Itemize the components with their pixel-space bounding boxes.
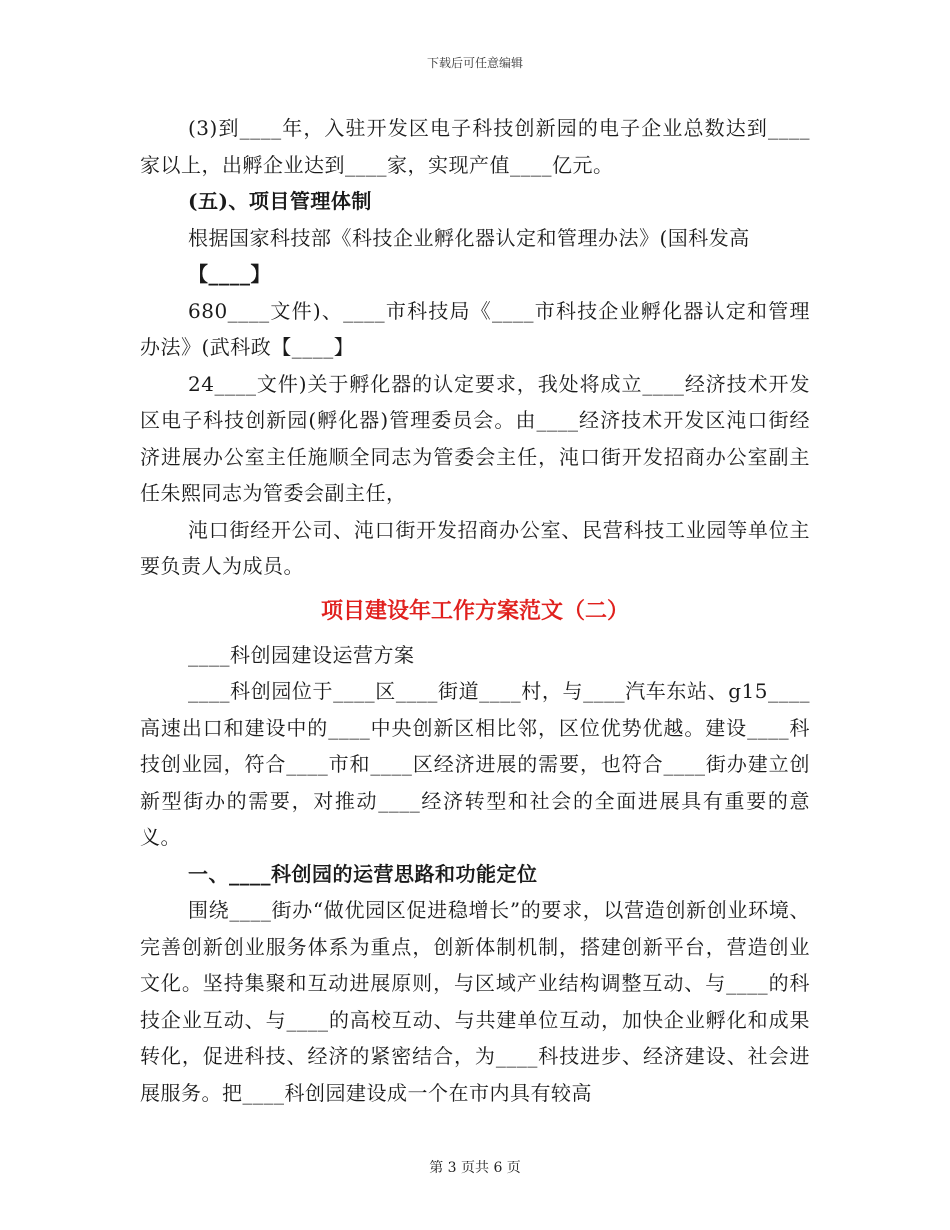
subheading-positioning: 一、____科创园的运营思路和功能定位: [188, 861, 538, 886]
page-header: 下载后可任意编辑: [426, 56, 523, 70]
paragraph-committee: 24____文件)关于孵化器的认定要求，我处将成立____经济技术开发区电子科技创新园(孵化器)管理委员会。由____经济技术开发区沌口街经济进展办公室主任施顺全同志为管委会主任，沌口街开发招商办公室副主任朱熙同志为管委会副主任，: [140, 371, 810, 505]
section-title: 项目建设年工作方案范文（二）: [320, 597, 629, 624]
document-body: [140, 110, 810, 1111]
paragraph-plan-title: ____科创园建设运营方案: [188, 642, 415, 667]
paragraph-members: 沌口街经开公司、沌口街开发招商办公室、民营科技工业园等单位主要负责人为成员。: [140, 517, 810, 578]
paragraph-basis: 根据国家科技部《科技企业孵化器认定和管理办法》(国科发高: [188, 225, 750, 250]
paragraph-strategy: 围绕____街办“做优园区促进稳增长”的要求，以营造创新创业环境、完善创新创业服务体系为重点，创新体制机制，搭建创新平台，营造创业文化。坚持集聚和互动进展原则，与区域产业结构调整互动、与____的科技企业互动、与____的高校互动、与共建单位互动，加快企业孵化和成果转化，促进科技、经济的紧密结合，为____科技进步、经济建设、社会进展服务。把____科创园建设成一个在市内具有较高: [140, 898, 810, 1105]
subheading-management: (五)、项目管理体制: [188, 189, 372, 213]
paragraph-location: ____科创园位于____区____街道____村，与____汽车东站、g15____高速出口和建设中的____中央创新区相比邻，区位优势优越。建设____科技创业园，符合____市和____区经济进展的需要，也符合____街办建立创新型街办的需要，对推动____经济转型和社会的全面进展具有重要的意义。: [140, 679, 810, 849]
paragraph-goals: (3)到____年，入驻开发区电子科技创新园的电子企业总数达到____家以上，出孵企业达到____家，实现产值____亿元。: [140, 116, 810, 177]
paragraph-bracket: 【____】: [188, 262, 271, 286]
paragraph-documents: 680____文件)、____市科技局《____市科技企业孵化器认定和管理办法》(武科政【____】: [140, 298, 810, 359]
page-footer: 第 3 页共 6 页: [429, 1160, 521, 1176]
